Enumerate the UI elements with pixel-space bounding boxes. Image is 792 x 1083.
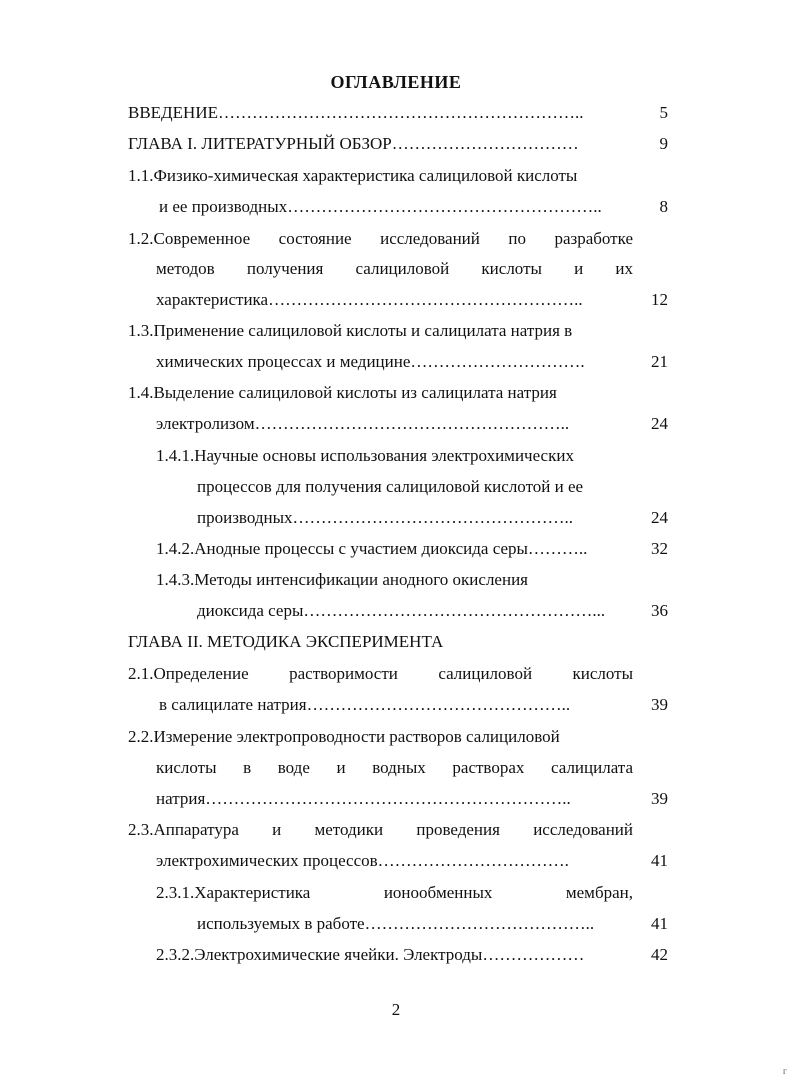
toc-entry-1-1-cont: и ее производных……………………………………………….. [159, 197, 602, 216]
toc-page-number: 8 [659, 197, 668, 216]
toc-entry-2-2-cont: натрия……………………………………………………….. [156, 789, 571, 808]
toc-entry-1-3: 1.3.Применение салициловой кислоты и салицилата натрия в [128, 321, 573, 340]
toc-entry-1-1: 1.1.Физико-химическая характеристика салициловой кислоты [128, 166, 578, 185]
toc-entry-1-4-2: 1.4.2.Анодные процессы с участием диоксида серы……….. [156, 539, 588, 558]
toc-page-number: 42 [651, 945, 668, 964]
toc-page-number: 24 [651, 508, 668, 527]
toc-page-number: 39 [651, 695, 668, 714]
toc-page-number: 12 [651, 290, 668, 309]
toc-entry-1-4-1-cont: процессов для получения салициловой кислотой и ее [197, 477, 584, 496]
toc-entry-1-4-3: 1.4.3.Методы интенсификации анодного окисления [156, 570, 528, 589]
toc-entry-introduction: ВВЕДЕНИЕ……………………………………………………….. [128, 103, 584, 122]
toc-entry-1-4: 1.4.Выделение салициловой кислоты из салицилата натрия [128, 383, 557, 402]
toc-page-number: 39 [651, 789, 668, 808]
toc-entry-1-4-1-cont: производных………………………………………….. [197, 508, 574, 527]
toc-entry-1-2-cont: характеристика……………………………………………….. [156, 290, 583, 309]
toc-title: ОГЛАВЛЕНИЕ [330, 72, 462, 92]
toc-entry-chapter-2: ГЛАВА II. МЕТОДИКА ЭКСПЕРИМЕНТА [128, 632, 444, 651]
toc-entry-1-4-cont: электролизом……………………………………………….. [156, 414, 570, 433]
toc-entry-2-3-1-cont: используемых в работе………………………………….. [197, 914, 595, 933]
toc-entry-1-4-1: 1.4.1.Научные основы использования электрохимических [156, 446, 574, 465]
toc-page-number: 5 [659, 103, 668, 122]
toc-entry-2-2-cont: кислоты в воде и водных растворах салицилата [156, 758, 633, 777]
corner-mark: г [783, 1066, 787, 1076]
toc-page-number: 24 [651, 414, 668, 433]
toc-entry-2-3-2: 2.3.2.Электрохимические ячейки. Электроды……………… [156, 945, 585, 964]
toc-page-number: 9 [659, 134, 668, 153]
toc-entry-chapter-1: ГЛАВА I. ЛИТЕРАТУРНЫЙ ОБЗОР…………………………… [128, 134, 579, 153]
toc-entry-1-2: 1.2.Современное состояние исследований по разработке [128, 229, 633, 248]
toc-entry-1-4-3-cont: диоксида серы……………………………………………... [197, 601, 606, 620]
toc-entry-2-3-cont: электрохимических процессов……………………………. [156, 851, 569, 870]
toc-entry-2-1: 2.1.Определение растворимости салициловой кислоты [128, 664, 633, 683]
page-number: 2 [391, 1000, 401, 1019]
toc-entry-1-3-cont: химических процессах и медицине…………………………. [156, 352, 585, 371]
toc-entry-2-3: 2.3.Аппаратура и методики проведения исследований [128, 820, 633, 839]
toc-entry-2-1-cont: в салицилате натрия……………………………………….. [159, 695, 571, 714]
toc-page-number: 32 [651, 539, 668, 558]
toc-entry-1-2-cont: методов получения салициловой кислоты и их [156, 259, 633, 278]
toc-page-number: 41 [651, 851, 668, 870]
toc-page-number: 41 [651, 914, 668, 933]
toc-entry-2-2: 2.2.Измерение электропроводности растворов салициловой [128, 727, 560, 746]
toc-page-number: 36 [651, 601, 668, 620]
toc-page-number: 21 [651, 352, 668, 371]
toc-entry-2-3-1: 2.3.1.Характеристика ионообменных мембран, [156, 883, 633, 902]
